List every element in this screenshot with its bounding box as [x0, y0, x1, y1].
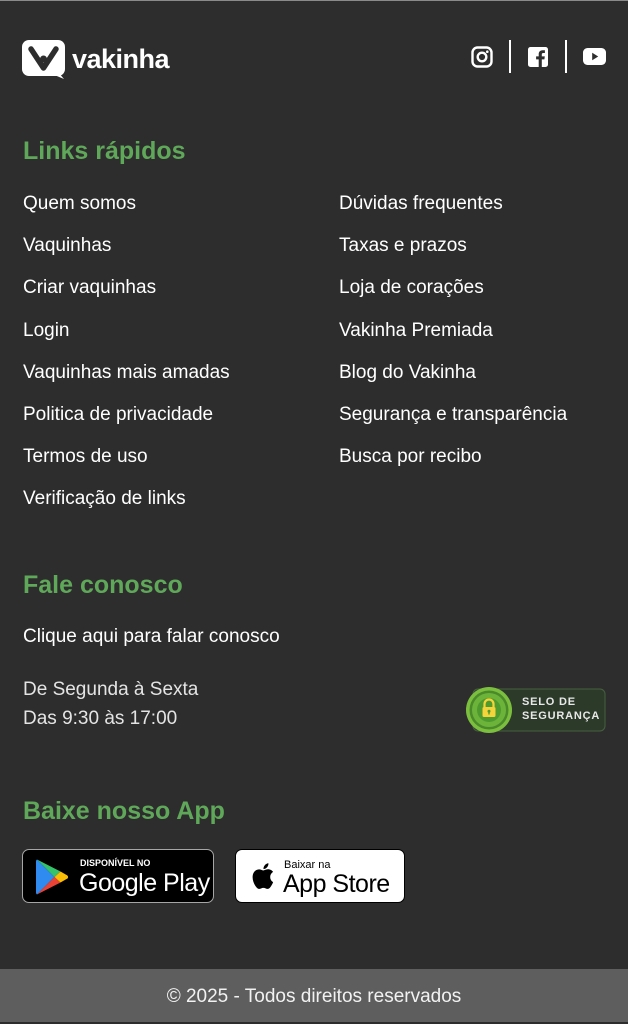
- quick-links-right-column: [339, 192, 567, 487]
- link-vakinha-premiada[interactable]: Vakinha Premiada: [339, 319, 493, 341]
- contact-link[interactable]: Clique aqui para falar conosco: [23, 626, 280, 647]
- link-duvidas-frequentes[interactable]: Dúvidas frequentes: [339, 193, 503, 214]
- quick-links-left-column: [23, 192, 230, 530]
- contact-title: Fale conosco: [23, 571, 183, 599]
- facebook-link[interactable]: [526, 45, 550, 69]
- facebook-icon: [528, 47, 548, 67]
- seal-line-1: SELO DE: [522, 696, 576, 708]
- youtube-link[interactable]: [582, 45, 606, 69]
- app-store-label: App Store: [283, 870, 390, 898]
- google-play-button[interactable]: [22, 849, 214, 903]
- app-store-button[interactable]: [235, 849, 405, 903]
- link-seguranca-e-transparencia[interactable]: Segurança e transparência: [339, 403, 568, 425]
- link-quem-somos[interactable]: Quem somos: [23, 193, 136, 214]
- link-login[interactable]: Login: [23, 319, 70, 341]
- link-politica-de-privacidade[interactable]: Politica de privacidade: [23, 403, 214, 425]
- link-taxas-e-prazos[interactable]: Taxas e prazos: [339, 235, 467, 257]
- social-divider: [509, 40, 511, 73]
- link-busca-por-recibo[interactable]: Busca por recibo: [339, 446, 482, 468]
- vakinha-logo[interactable]: [22, 40, 169, 79]
- link-vaquinhas-mais-amadas[interactable]: Vaquinhas mais amadas: [23, 361, 230, 383]
- business-hours: [23, 675, 198, 733]
- footer-header: [0, 0, 628, 115]
- app-title: Baixe nosso App: [23, 797, 225, 825]
- link-verificacao-de-links[interactable]: Verificação de links: [23, 488, 186, 510]
- link-blog-do-vakinha[interactable]: Blog do Vakinha: [339, 361, 476, 383]
- instagram-icon: [471, 46, 493, 68]
- copyright-bar: [0, 969, 628, 1022]
- link-vaquinhas[interactable]: Vaquinhas: [23, 235, 112, 257]
- quick-links-title: Links rápidos: [23, 137, 186, 165]
- google-play-label: Google Play: [79, 869, 210, 897]
- link-termos-de-uso[interactable]: Termos de uso: [23, 446, 148, 468]
- app-store-caption: Baixar na: [284, 859, 331, 871]
- seal-line-2: SEGURANÇA: [522, 710, 601, 722]
- link-criar-vaquinhas[interactable]: Criar vaquinhas: [23, 277, 157, 299]
- social-links: [470, 40, 606, 73]
- app-store-badges: [22, 849, 405, 903]
- brand-name: vakinha: [72, 44, 170, 74]
- business-time: Das 9:30 às 17:00: [23, 708, 178, 729]
- security-seal[interactable]: [465, 686, 606, 734]
- business-days: De Segunda à Sexta: [23, 679, 199, 700]
- social-divider: [565, 40, 567, 73]
- youtube-icon: [583, 48, 606, 65]
- google-play-icon: [35, 858, 69, 896]
- link-loja-de-coracoes[interactable]: Loja de corações: [339, 277, 484, 299]
- vakinha-logo-icon: [22, 40, 65, 79]
- instagram-link[interactable]: [470, 45, 494, 69]
- apple-icon: [249, 860, 275, 892]
- google-play-caption: DISPONÍVEL NO: [80, 858, 151, 868]
- copyright-text: © 2025 - Todos direitos reservados: [166, 986, 462, 1007]
